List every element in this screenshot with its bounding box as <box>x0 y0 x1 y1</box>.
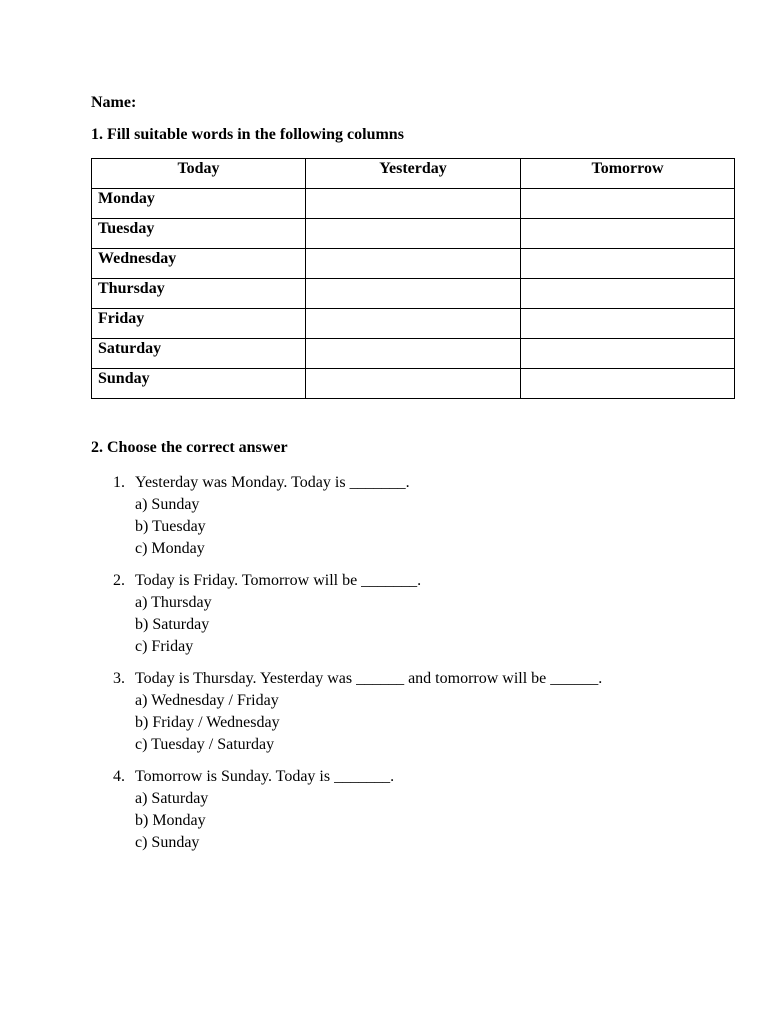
answer-option[interactable]: c) Tuesday / Saturday <box>135 736 275 753</box>
question-number: 3. <box>113 670 125 687</box>
answer-option[interactable]: c) Sunday <box>135 834 200 851</box>
answer-option[interactable]: a) Saturday <box>135 790 209 807</box>
answer-option[interactable]: c) Monday <box>135 540 205 557</box>
answer-option[interactable]: a) Sunday <box>135 496 200 513</box>
table-row <box>92 249 735 279</box>
day-cell-tuesday: Tuesday <box>92 219 306 249</box>
question-item <box>91 766 731 854</box>
column-header-yesterday: Yesterday <box>306 159 521 189</box>
question-item <box>91 570 731 658</box>
table-row <box>92 279 735 309</box>
section2-title: 2. Choose the correct answer <box>91 439 288 456</box>
question-text: Today is Thursday. Yesterday was ______ and tomorrow will be ______. <box>135 670 603 687</box>
question-item <box>91 668 731 756</box>
question-number: 4. <box>113 768 125 785</box>
answer-option[interactable]: b) Tuesday <box>135 518 206 535</box>
question-item <box>91 472 731 560</box>
question-list <box>91 472 731 864</box>
section1-title: 1. Fill suitable words in the following columns <box>91 126 404 143</box>
day-cell-monday: Monday <box>92 189 306 219</box>
tomorrow-answer-cell[interactable] <box>521 249 735 279</box>
tomorrow-answer-cell[interactable] <box>521 309 735 339</box>
answer-option[interactable]: a) Thursday <box>135 594 212 611</box>
tomorrow-answer-cell[interactable] <box>521 369 735 399</box>
tomorrow-answer-cell[interactable] <box>521 339 735 369</box>
question-text: Today is Friday. Tomorrow will be _______. <box>135 572 422 589</box>
answer-option[interactable]: b) Saturday <box>135 616 210 633</box>
question-text: Yesterday was Monday. Today is _______. <box>135 474 410 491</box>
table-row <box>92 339 735 369</box>
table-row <box>92 219 735 249</box>
days-table <box>91 158 735 399</box>
day-cell-wednesday: Wednesday <box>92 249 306 279</box>
yesterday-answer-cell[interactable] <box>306 309 521 339</box>
yesterday-answer-cell[interactable] <box>306 219 521 249</box>
question-number: 1. <box>113 474 125 491</box>
tomorrow-answer-cell[interactable] <box>521 219 735 249</box>
yesterday-answer-cell[interactable] <box>306 339 521 369</box>
yesterday-answer-cell[interactable] <box>306 279 521 309</box>
answer-option[interactable]: b) Monday <box>135 812 206 829</box>
column-header-today: Today <box>92 159 306 189</box>
day-cell-friday: Friday <box>92 309 306 339</box>
day-cell-thursday: Thursday <box>92 279 306 309</box>
table-row <box>92 189 735 219</box>
answer-option[interactable]: b) Friday / Wednesday <box>135 714 280 731</box>
answer-option[interactable]: c) Friday <box>135 638 194 655</box>
answer-option[interactable]: a) Wednesday / Friday <box>135 692 279 709</box>
yesterday-answer-cell[interactable] <box>306 189 521 219</box>
question-number: 2. <box>113 572 125 589</box>
table-row <box>92 369 735 399</box>
question-text: Tomorrow is Sunday. Today is _______. <box>135 768 395 785</box>
name-label: Name: <box>91 94 137 111</box>
table-row <box>92 309 735 339</box>
tomorrow-answer-cell[interactable] <box>521 279 735 309</box>
day-cell-sunday: Sunday <box>92 369 306 399</box>
tomorrow-answer-cell[interactable] <box>521 189 735 219</box>
table-header-row <box>92 159 735 189</box>
yesterday-answer-cell[interactable] <box>306 249 521 279</box>
yesterday-answer-cell[interactable] <box>306 369 521 399</box>
day-cell-saturday: Saturday <box>92 339 306 369</box>
column-header-tomorrow: Tomorrow <box>521 159 735 189</box>
